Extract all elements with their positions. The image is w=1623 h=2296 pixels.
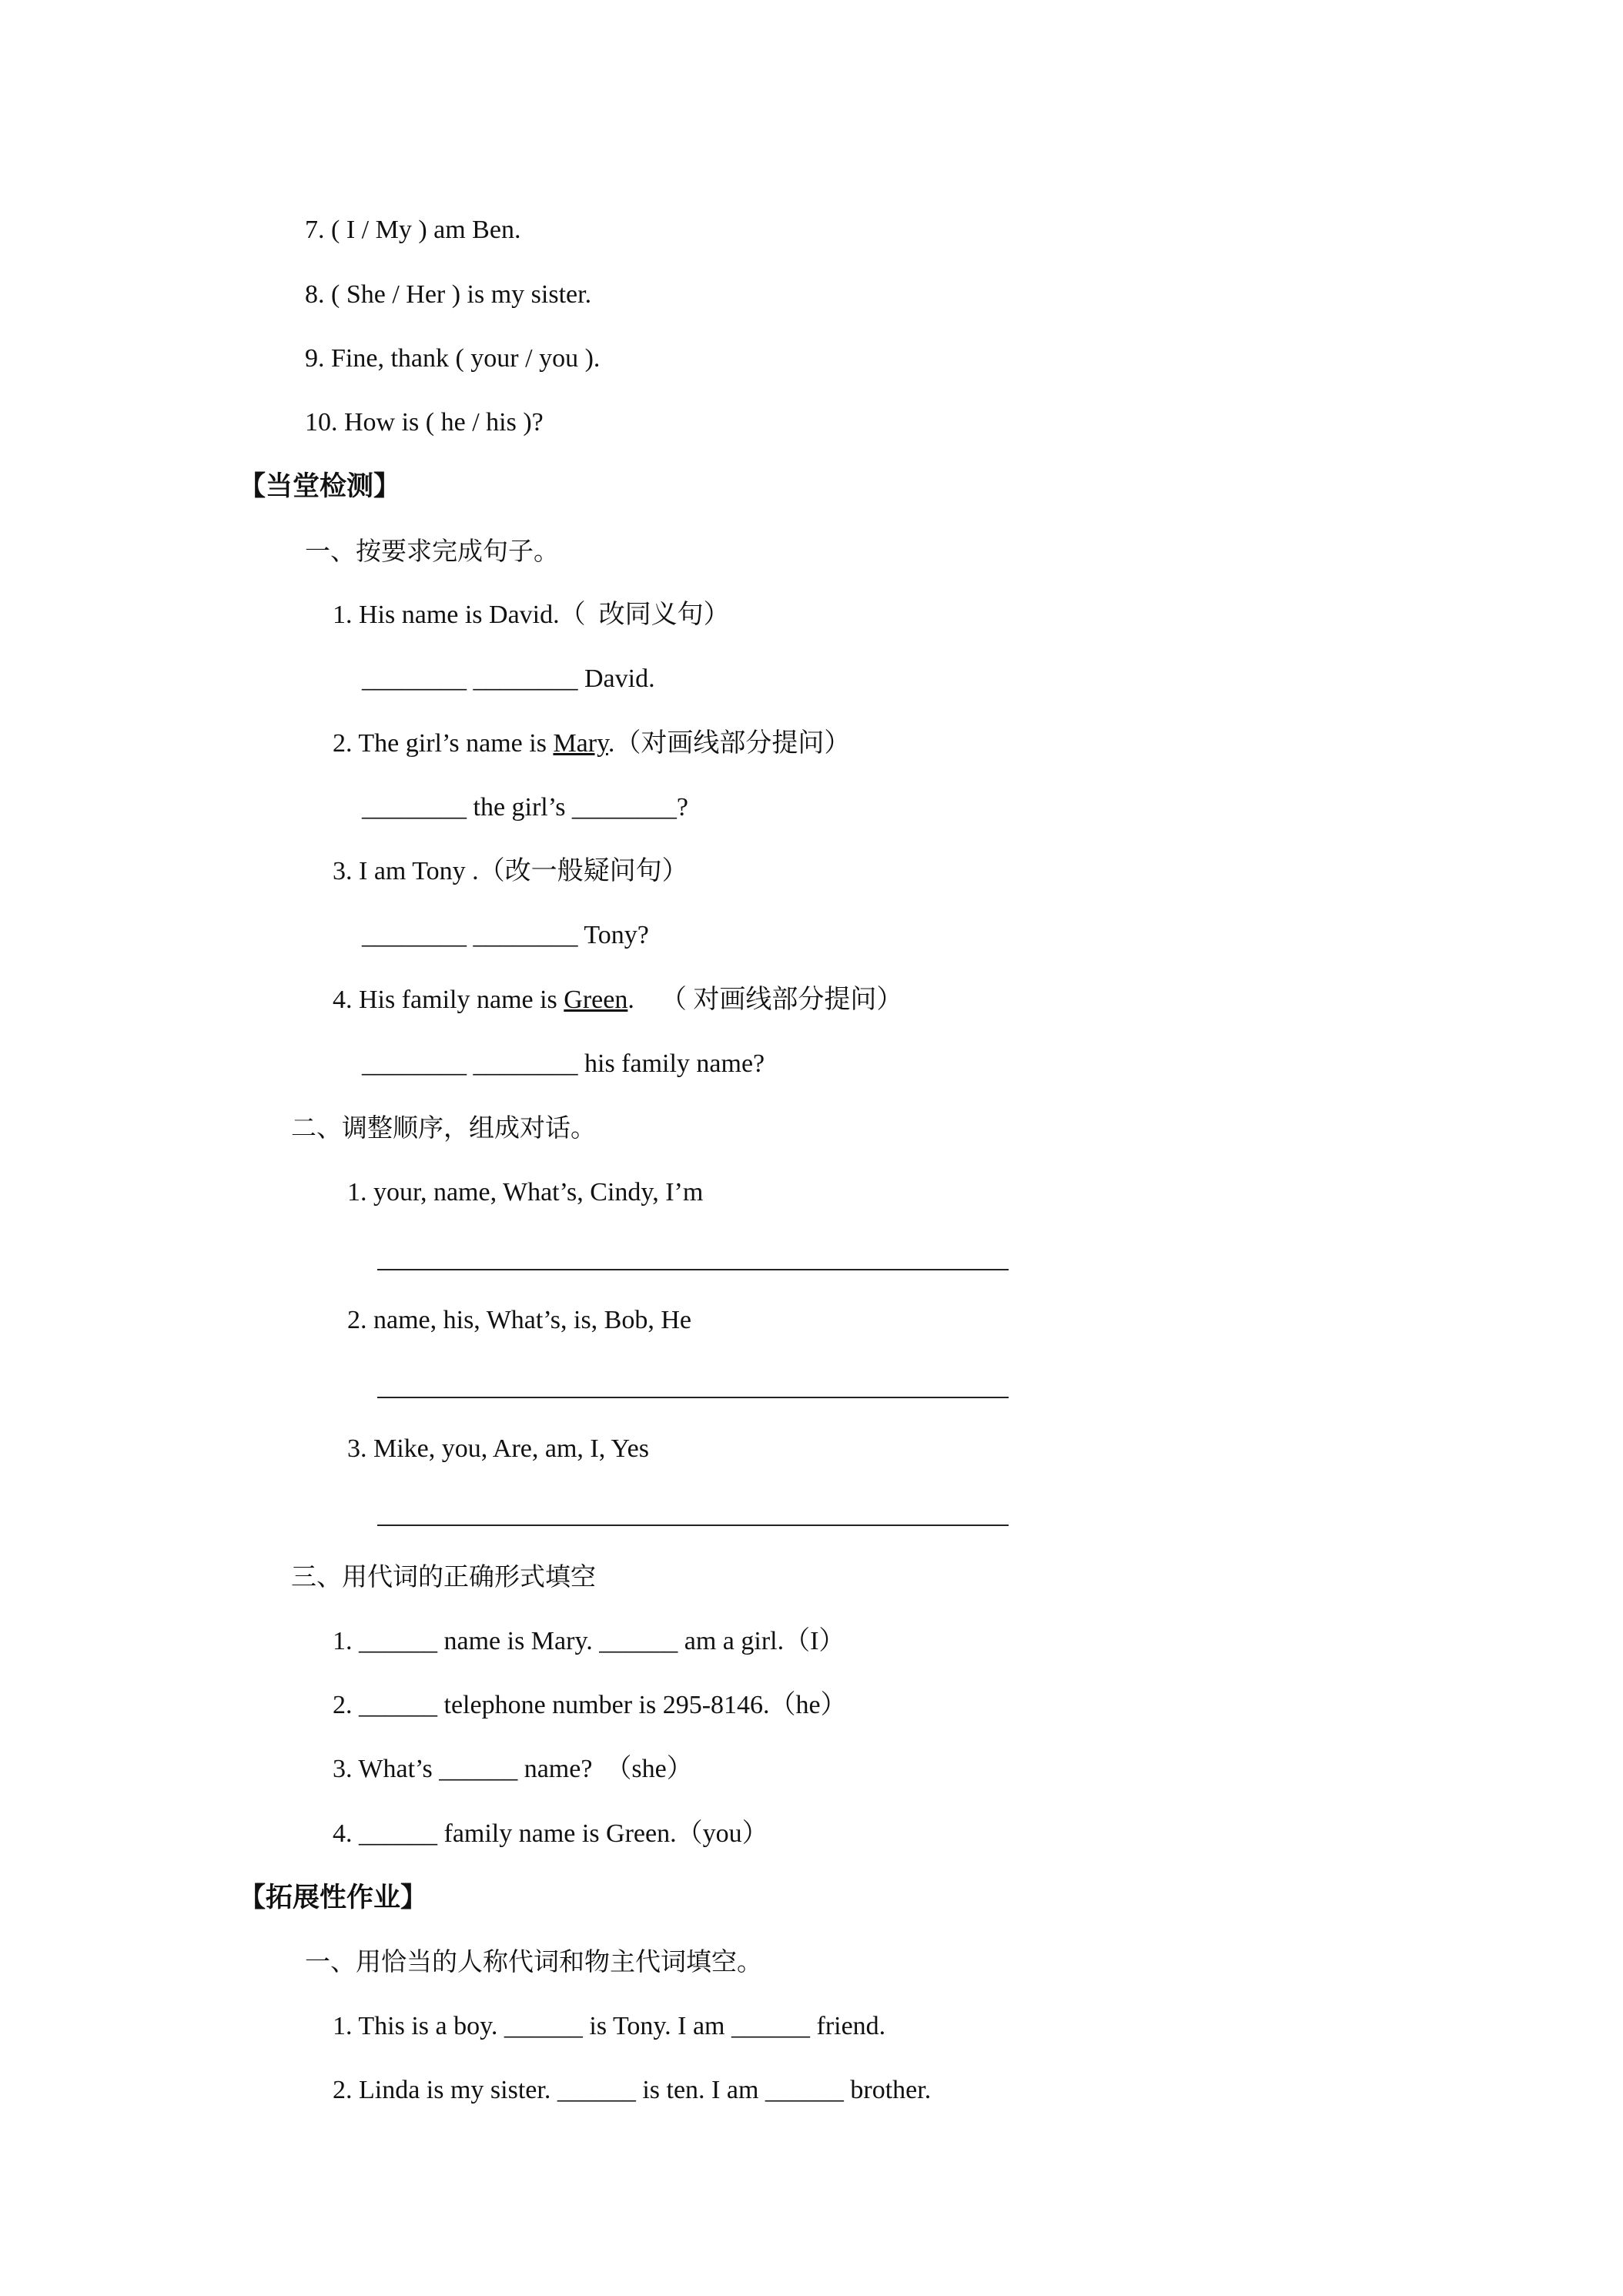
part2-title: 二、调整顺序，组成对话。 <box>291 1113 596 1143</box>
question-2-prefix: 2. The girl’s name is <box>333 729 554 758</box>
part3-item-1: 1. ______ name is Mary. ______ am a girl.（I） <box>333 1627 845 1655</box>
warmup-item-8: 8. ( She / Her ) is my sister. <box>305 280 592 309</box>
part1-answer-3: ________ ________ Tony? <box>362 921 649 949</box>
part1-answer-1: ________ ________ David. <box>362 664 655 693</box>
test-section-heading: 【当堂检测】 <box>239 471 401 502</box>
part1-answer-2: ________ the girl’s ________? <box>362 793 689 822</box>
part2-item-2: 2. name, his, What’s, is, Bob, He <box>347 1306 691 1334</box>
warmup-item-9: 9. Fine, thank ( your / you ). <box>305 344 601 373</box>
part3-item-4: 4. ______ family name is Green.（you） <box>333 1819 768 1848</box>
part1-answer-4: ________ ________ his family name? <box>362 1049 765 1078</box>
answer-line-1 <box>377 1269 1009 1270</box>
part2-item-1: 1. your, name, What’s, Cindy, I’m <box>347 1178 704 1207</box>
part1-title: 一、按要求完成句子。 <box>305 536 559 566</box>
part2-item-3: 3. Mike, you, Are, am, I, Yes <box>347 1434 649 1463</box>
question-2-suffix: .（对画线部分提问） <box>607 729 851 758</box>
part3-item-3: 3. What’s ______ name? （she） <box>333 1755 693 1783</box>
homework-title: 一、用恰当的人称代词和物主代词填空。 <box>305 1946 762 1976</box>
homework-section-heading: 【拓展性作业】 <box>239 1883 428 1913</box>
part1-question-2 <box>333 728 850 759</box>
question-4-suffix: . （ 对画线部分提问） <box>627 986 903 1014</box>
answer-line-3 <box>377 1525 1009 1526</box>
underlined-word-mary: Mary <box>553 729 608 758</box>
warmup-item-7: 7. ( I / My ) am Ben. <box>305 216 521 244</box>
part3-title: 三、用代词的正确形式填空 <box>291 1561 596 1591</box>
question-4-prefix: 4. His family name is <box>333 986 564 1014</box>
part1-question-4 <box>333 985 902 1016</box>
homework-item-2: 2. Linda is my sister. ______ is ten. I am ______ brother. <box>333 2076 932 2104</box>
part3-item-2: 2. ______ telephone number is 295-8146.（he） <box>333 1691 847 1719</box>
warmup-item-10: 10. How is ( he / his )? <box>305 408 544 437</box>
part1-question-1: 1. His name is David.（ 改同义句） <box>333 601 730 629</box>
underlined-word-green: Green <box>564 986 628 1014</box>
part1-question-3: 3. I am Tony .（改一般疑问句） <box>333 857 688 885</box>
homework-item-1: 1. This is a boy. ______ is Tony. I am ______ friend. <box>333 2012 886 2040</box>
answer-line-2 <box>377 1397 1009 1398</box>
